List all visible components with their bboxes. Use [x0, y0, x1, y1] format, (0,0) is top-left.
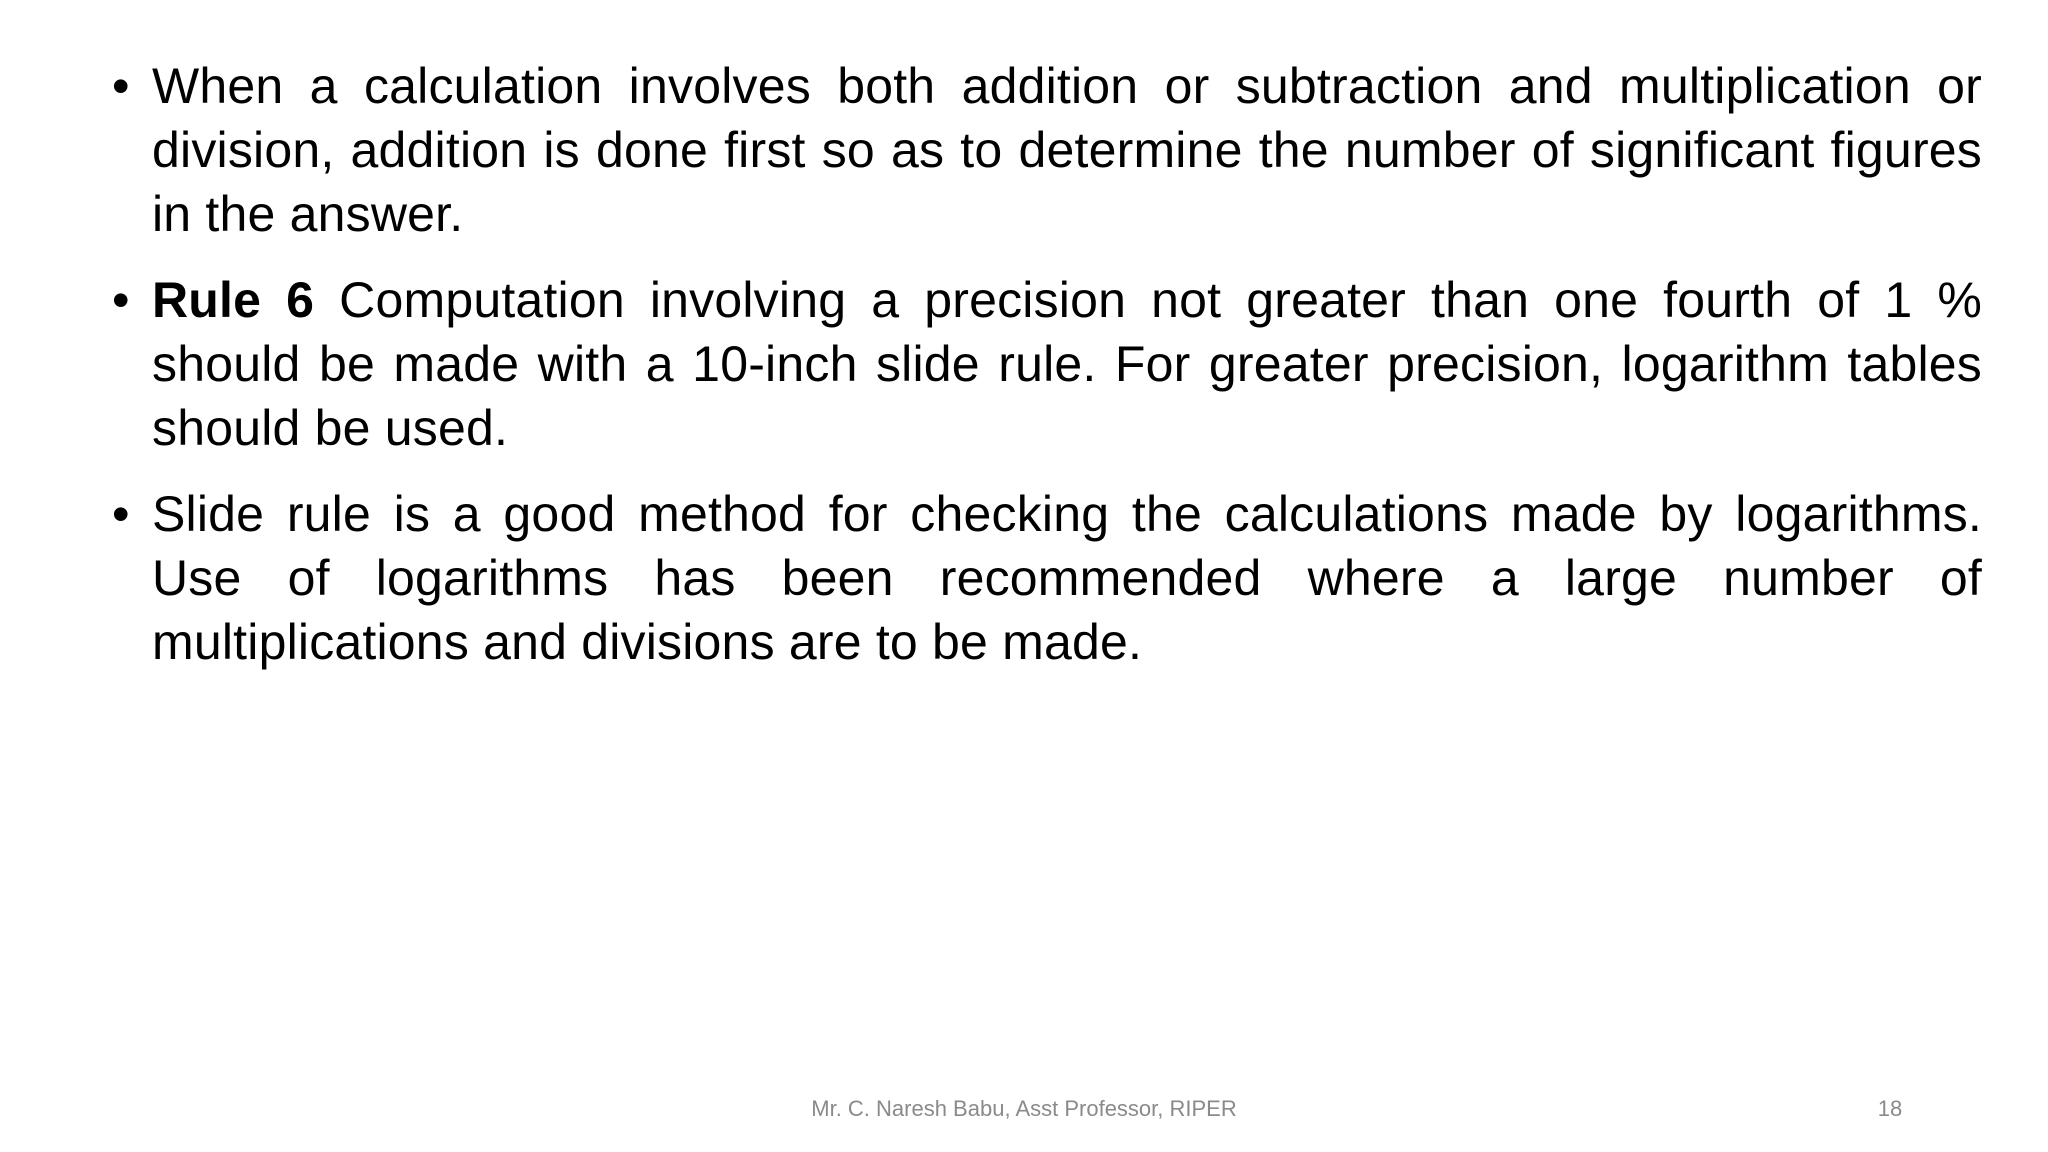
bullet-item-3	[112, 482, 1982, 674]
bullet-icon: •	[112, 486, 130, 542]
page-number: 18	[1877, 1096, 1903, 1121]
bullet-text	[152, 272, 1982, 456]
bullet-item-2	[112, 268, 1982, 460]
bullet-body: Computation involving a precision not greater than one fourth of 1 % should be made with a 10-inch slide rule. For greater precision, logarithm tables should be used.	[152, 272, 1982, 456]
bullet-text	[152, 58, 1982, 242]
bullet-icon: •	[112, 272, 130, 328]
bullet-list	[112, 54, 1982, 696]
footer	[0, 1094, 2048, 1124]
bullet-body: When a calculation involves both addition or subtraction and multiplication or division, addition is done first so as to determine the number of significant figures in the answer.	[152, 58, 1982, 242]
bullet-text	[152, 486, 1982, 670]
bullet-icon: •	[112, 58, 130, 114]
footer-author: Mr. C. Naresh Babu, Asst Professor, RIPER	[811, 1096, 1237, 1121]
bullet-lead: Rule 6	[152, 272, 315, 328]
bullet-body: Slide rule is a good method for checking the calculations made by logarithms. Use of logarithms has been recommended where a large number of multiplications and divisions are to be made.	[152, 486, 1982, 670]
bullet-item-1	[112, 54, 1982, 246]
